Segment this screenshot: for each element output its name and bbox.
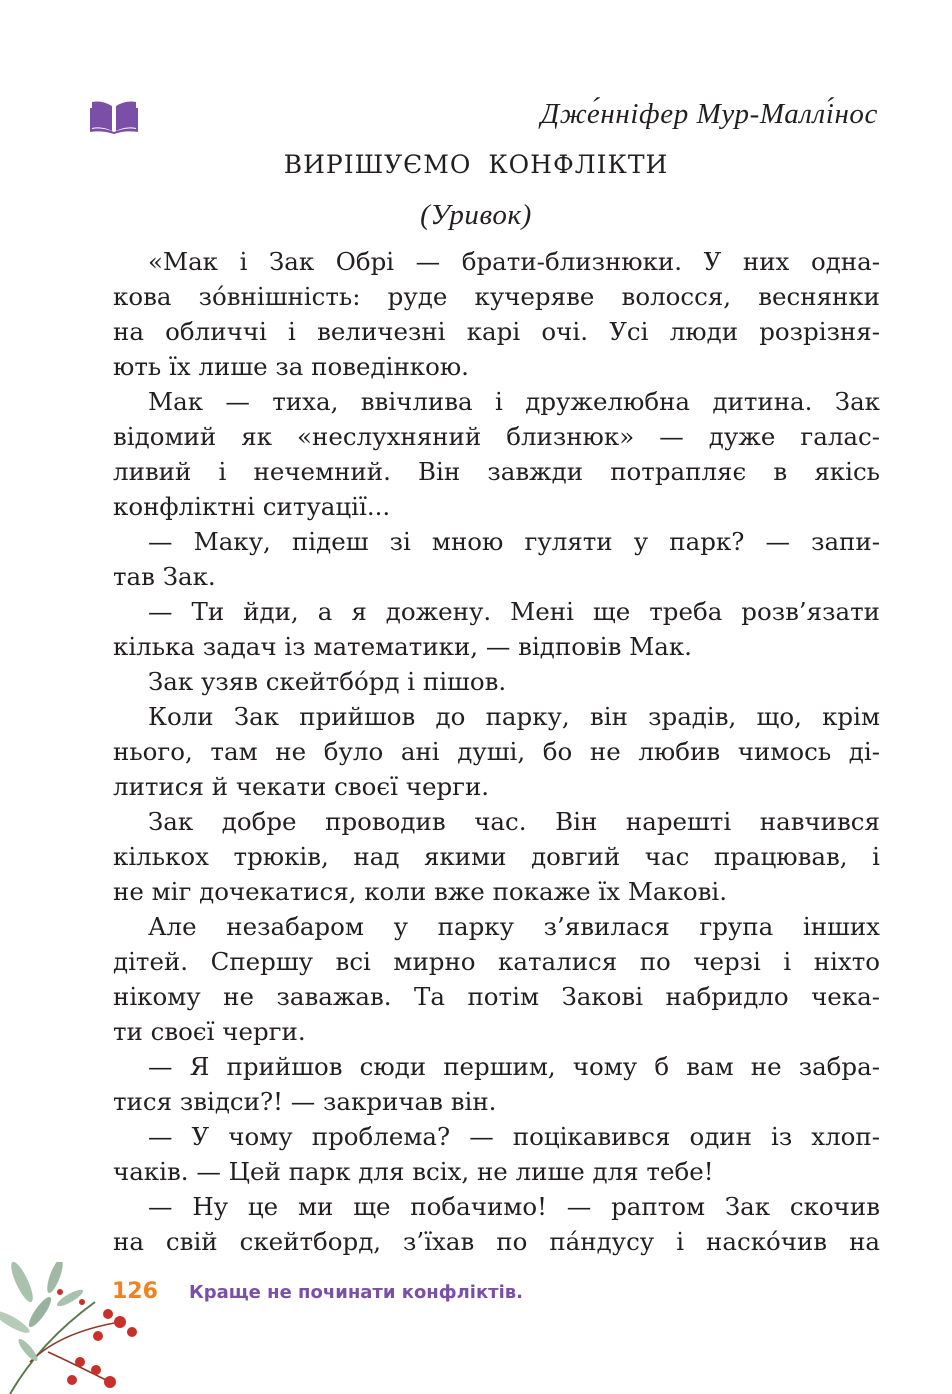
author-name: Дже́нніфер Мур-Маллі́нос (540, 98, 878, 130)
footer-caption: Краще не починати конфліктів. (189, 1282, 524, 1303)
text-line: ють їх лише за поведінкою. (113, 352, 469, 381)
text-line: чаків. — Цей парк для всіх, не лише для тебе! (113, 1157, 714, 1186)
text-line: відомий як «неслухняний близнюк» — дуже галас- (113, 422, 880, 451)
text-line: не міг дочекатися, коли вже покаже їх Макові. (113, 877, 728, 906)
text-line: Зак добре проводив час. Він нарешті навчився (148, 807, 880, 836)
story-title: ВИРІШУЄМО КОНФЛІКТИ (283, 150, 669, 179)
text-line: тав Зак. (113, 562, 216, 591)
text-line: кількох трюків, над якими довгий час працював, і (113, 842, 880, 871)
text-line: ти своєї черги. (113, 1017, 306, 1046)
text-line: дітей. Спершу всі мирно каталися по черзі і ніхто (113, 947, 880, 976)
text-line: — Ти йди, а я дожену. Мені ще треба розв’язати (148, 597, 880, 626)
text-line: Але незабаром у парку з’явилася група інших (148, 912, 880, 941)
text-line: тися звідси?! — закричав він. (113, 1087, 497, 1116)
story-subtitle: (Уривок) (420, 199, 532, 231)
text-line: конфліктні ситуації... (113, 492, 391, 521)
text-line: — Маку, підеш зі мною гуляти у парк? — запи- (148, 527, 880, 556)
text-line: литися й чекати своєї черги. (113, 772, 490, 801)
story-text (113, 244, 880, 1259)
page-footer (112, 1272, 523, 1312)
text-line: нього, там не було ані душі, бо не любив чимось ді- (113, 737, 880, 766)
text-line: Зак узяв скейтбо́рд і пішов. (148, 667, 507, 696)
text-line: — У чому проблема? — поцікавився один із хлоп- (148, 1122, 880, 1151)
text-line: на свій скейтборд, з’їхав по па́ндусу і наско́чив на (113, 1227, 880, 1256)
text-line: Мак — тиха, ввічлива і дружелюбна дитина. Зак (148, 387, 880, 416)
page-number: 126 (112, 1279, 158, 1304)
text-line: «Мак і Зак Обрі — брати-близнюки. У них одна- (148, 247, 880, 276)
text-line: нікому не заважав. Та потім Закові набридло чека- (113, 982, 880, 1011)
text-line: на обличчі і величезні карі очі. Усі люди розрізня- (113, 317, 880, 346)
text-line: кілька задач із математики, — відповів Мак. (113, 632, 692, 661)
text-line: Коли Зак прийшов до парку, він зрадів, що, крім (148, 702, 880, 731)
text-line: кова зо́внішність: руде кучеряве волосся, веснянки (113, 282, 880, 311)
open-book-icon (90, 98, 138, 134)
text-line: ливий і нечемний. Він завжди потрапляє в якісь (113, 457, 880, 486)
text-line: — Я прийшов сюди першим, чому б вам не забра- (148, 1052, 880, 1081)
text-line: — Ну це ми ще побачимо! — раптом Зак скочив (148, 1192, 880, 1221)
